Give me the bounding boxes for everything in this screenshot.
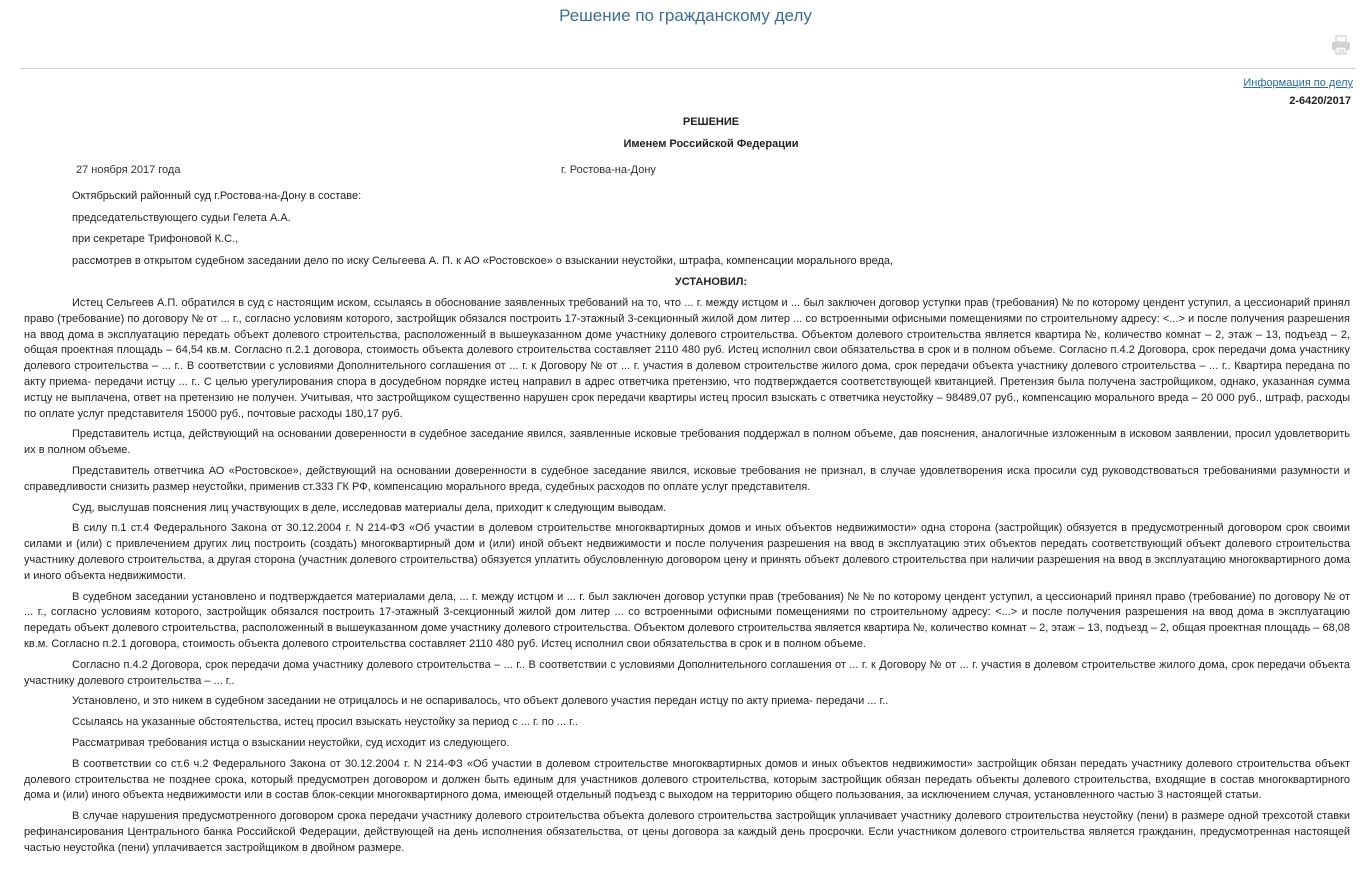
body-paragraph: В соответствии со ст.6 ч.2 Федерального Закона от 30.12.2004 г. N 214-ФЗ «Об участии в долевом строительстве многоквартирных домов и иных объектов недвижимости» застройщик обязан передать участнику долевого строительства объект долевого строительства не позднее срока, который предусмотрен договором и должен быть единым для участников долевого строительства, которым застройщик обязан передать объекты долевого строительства, входящие в состав многоквартирного дома и (или) иного объекта недвижимости или в состав блок-секции многоквартирного дома, имеющей отдельный подъезд с выходом на территорию общего пользования, за исключением случая, установленного частью 3 настоящей статьи.: [24, 757, 1350, 802]
decision-date: 27 ноября 2017 года: [76, 164, 181, 176]
document-subtitle: Именем Российской Федерации: [623, 138, 799, 150]
case-number: 2-6420/2017: [1289, 95, 1351, 107]
document-title: РЕШЕНИЕ: [682, 116, 740, 128]
established-heading: УСТАНОВИЛ:: [674, 276, 748, 288]
body-paragraph: В судебном заседании установлено и подтверждается материалами дела, ... г. между истцом и ... г. был заключен договор уступки прав (требования) № № по которому цендент уступил, а цессионарий принял право (требование) по договору № от ... г., согласно условиям которого, застройщик обязался построить 17-этажный 3-секционный жилой дом литер ... со встроенными офисными помещениями по строительному адресу: <...> и после получения разрешения на ввод дома в эксплуатацию передать объект долевого строительства, расположенный в вышеуказанном доме участнику долевого строительства. Объектом долевого строительства является квартира №, количество комнат – 2, этаж – 13, подъезд – 2, общая проектная площадь – 68,08 кв.м. Согласно п.2.1 договора, стоимость объекта долевого строительства составляет 2110 480 руб. Истец исполнил свои обязательства в срок и в полном объеме.: [24, 590, 1350, 650]
body-paragraph: Суд, выслушав пояснения лиц участвующих в деле, исследовав материалы дела, приходит к следующим выводам.: [72, 501, 667, 514]
body-paragraph: Представитель ответчика АО «Ростовское», действующий на основании доверенности в судебное заседание явился, исковые требования не признал, в случае удовлетворения иска просили суд руководствоваться требованиями разумности и справедливости снизить размер неустойки, применив ст.333 ГК РФ, компенсацию морального вреда, судебных расходов по оплате услуг представителя.: [24, 464, 1350, 493]
page-title: Решение по гражданскому делу: [559, 6, 812, 25]
body-paragraph: Рассматривая требования истца о взыскании неустойки, суд исходит из следующего.: [72, 736, 510, 749]
printer-icon[interactable]: [1330, 35, 1352, 55]
decision-place: г. Ростова-на-Дону: [561, 164, 656, 176]
body-paragraph: В случае нарушения предусмотренного договором срока передачи участнику долевого строительства объекта долевого строительства застройщик уплачивает участнику долевого строительства неустойку (пени) в размере одной трехсотой ставки рефинансирования Центрального банка Российской Федерации, действующей на день исполнения обязательства, от цены договора за каждый день просрочки. Если участником долевого строительства является гражданин, предусмотренная настоящей частью неустойка (пени) уплачивается застройщиком в двойном размере.: [24, 810, 1350, 854]
body-paragraph: Ссылаясь на указанные обстоятельства, истец просил взыскать неустойку за период с ... г. по ... г..: [72, 716, 578, 729]
body-paragraph: Установлено, и это никем в судебном заседании не отрицалось и не оспаривалось, что объект долевого участия передан истцу по акту приема- передачи ... г..: [72, 695, 889, 708]
body-paragraph: В силу п.1 ст.4 Федерального Закона от 30.12.2004 г. N 214-ФЗ «Об участии в долевом строительстве многоквартирных домов и иных объектов недвижимости» одна сторона (застройщик) обязуется в предусмотренный договором срок своими силами и (или) с привлечением других лиц построить (создать) многоквартирный дом и (или) иной объект недвижимости и после получения разрешения на ввод в эксплуатацию этих объектов передать соответствующий объект долевого строительства участнику долевого строительства, а другая сторона (участник долевого строительства) обязуется уплатить обусловленную договором цену и принять объект долевого строительства при наличии разрешения на ввод в эксплуатацию многоквартирного дома и иного объекта недвижимости.: [24, 522, 1350, 582]
case-subject: рассмотрев в открытом судебном заседании дело по иску Сельгеева А. П. к АО «Ростовское» о взыскании неустойки, штрафа, компенсации морального вреда,: [72, 255, 894, 267]
header-divider: [20, 68, 1355, 69]
body-paragraph: Представитель истца, действующий на основании доверенности в судебное заседание явился, заявленные исковые требования поддержал в полном объеме, дав пояснения, аналогичные изложенным в исковом заявлении, просил удовлетворить их в полном объеме.: [24, 428, 1350, 457]
court-secretary: при секретаре Трифоновой К.С.,: [72, 233, 239, 245]
court-composition: Октябрьский районный суд г.Ростова-на-Дону в составе:: [72, 190, 362, 202]
body-paragraph: Истец Сельгеев А.П. обратился в суд с настоящим иском, ссылаясь в обоснование заявленных требований на то, что ... г. между истцом и ... был заключен договор уступки прав (требования) № по которому цендент уступил, а цессионарий принял право (требование) по договору № от ... г., согласно условиям которого, застройщик обязался построить 17-этажный 3-секционный жилой дом литер ... со встроенными офисными помещениями по строительному адресу: <...> и после получения разрешения на ввод дома в эксплуатацию передать объект долевого строительства, расположенный в вышеуказанном доме участнику долевого строительства. Объектом долевого строительства является квартира №, количество комнат – 2, этаж – 13, подъезд – 2, общая проектная площадь – 64,54 кв.м. Согласно п.2.1 договора, стоимость объекта долевого строительства составляет 2110 480 руб. Истец исполнил свои обязательства в срок и в полном объеме. Согласно п.4.2 Договора, срок передачи дома участнику долевого строительства – ... г.. В соответствии с условиями Дополнительного соглашения от ... г. к Договору № от ... г. участия в долевом строительстве жилого дома, срок передачи объекта участнику долевого строительства – ... г.. Квартира передана по акту приема- передачи истцу ... г.. С целью урегулирования спора в досудебном порядке истец направил в адрес ответчика претензию, что подтверждается соответствующей квитанцией. Претензия была получена застройщиком, однако, указанная сумма истцу не выплачена, ответ на претензию не получен. Учитывая, что застройщиком существенно нарушен срок передачи квартиры истец просил взыскать с ответчика неустойку – 98489,07 руб., компенсацию морального вреда – 20 000 руб., штраф, расходы по оплате услуг представителя 15000 руб., почтовые расходы 180,17 руб.: [24, 297, 1350, 420]
presiding-judge: председательствующего судьи Гелета А.А.: [72, 212, 291, 224]
case-info-link[interactable]: Информация по делу: [1243, 77, 1353, 89]
body-paragraph: Согласно п.4.2 Договора, срок передачи дома участнику долевого строительства – ... г.. В соответствии с условиями Дополнительного соглашения от ... г. к Договору № от ... г. участия в долевом строительстве жилого дома, срок передачи объекта участнику долевого строительства – ... г..: [24, 658, 1350, 687]
decision-body: [24, 296, 1350, 862]
